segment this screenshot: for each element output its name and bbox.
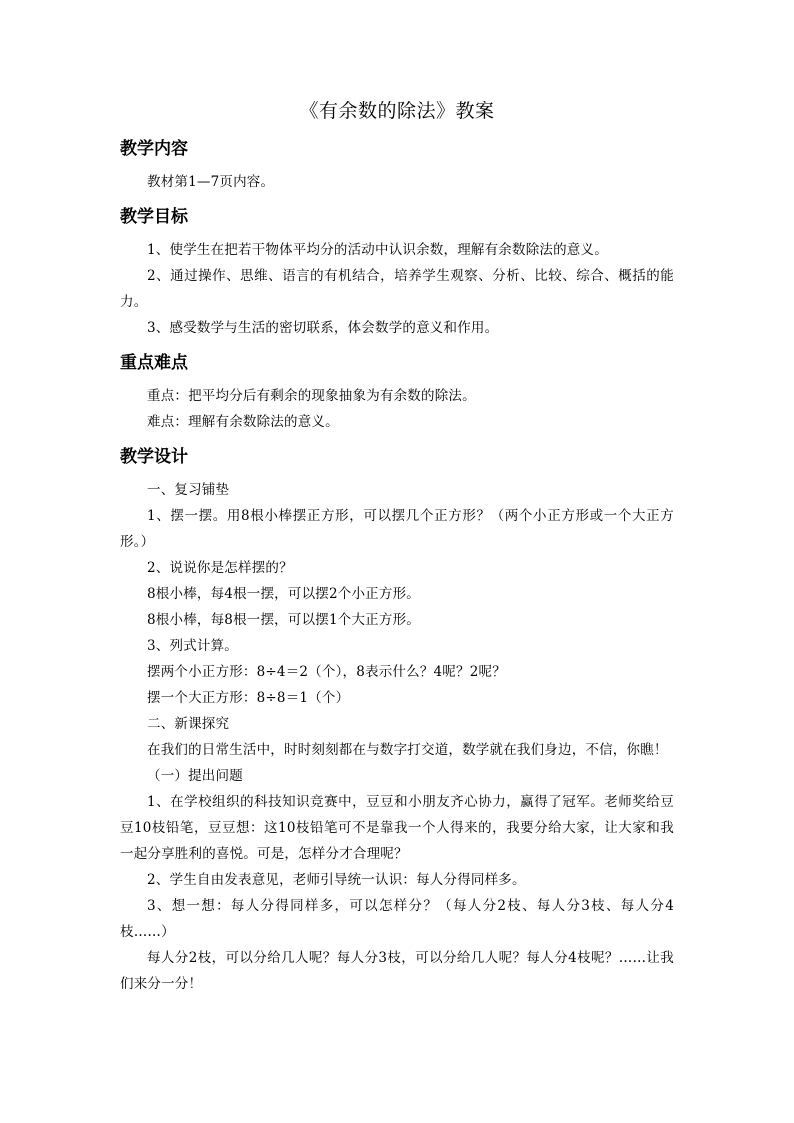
section-heading: 重点难点 <box>120 353 188 373</box>
paragraph: 二、新课探究 <box>147 716 230 732</box>
paragraph: 2、学生自由发表意见，老师引导统一认识：每人分得同样多。 <box>147 872 526 888</box>
paragraph: 摆两个小正方形：8÷4＝2（个），8表示什么？4呢？2呢？ <box>147 664 506 680</box>
section-heading: 教学目标 <box>120 207 188 227</box>
section-teaching-goals <box>120 205 674 341</box>
paragraph: 2、说说你是怎样摆的？ <box>147 560 293 576</box>
section-teaching-content <box>120 137 674 195</box>
section-heading: 教学内容 <box>120 139 188 159</box>
paragraph: 8根小棒，每8根一摆，可以摆1个大正方形。 <box>147 612 420 628</box>
section-teaching-design <box>120 445 674 997</box>
paragraph: 1、摆一摆。用8根小棒摆正方形，可以摆几个正方形？（两个小正方形或一个大正方形。） <box>120 508 674 550</box>
paragraph: 摆一个大正方形：8÷8＝1（个） <box>147 690 350 706</box>
paragraph: 1、使学生在把若干物体平均分的活动中认识余数，理解有余数除法的意义。 <box>147 242 608 258</box>
paragraph: 一、复习铺垫 <box>147 482 230 498</box>
paragraph: 3、想一想：每人分得同样多，可以怎样分？（每人分2枝、每人分3枝、每人分4枝……） <box>120 898 674 940</box>
paragraph: （一）提出问题 <box>147 768 243 784</box>
paragraph: 重点：把平均分后有剩余的现象抽象为有余数的除法。 <box>147 388 476 404</box>
paragraph: 3、感受数学与生活的密切联系，体会数学的意义和作用。 <box>147 320 499 336</box>
paragraph: 教材第1—7页内容。 <box>147 174 275 190</box>
document-title: 《有余数的除法》教案 <box>299 100 495 122</box>
paragraph: 难点：理解有余数除法的意义。 <box>147 414 339 430</box>
section-heading: 教学设计 <box>120 447 188 467</box>
paragraph: 1、在学校组织的科技知识竞赛中，豆豆和小朋友齐心协力，赢得了冠军。老师奖给豆豆10枝铅笔，豆豆想：这10枝铅笔可不是靠我一个人得来的，我要分给大家，让大家和我一起分享胜利的喜悦。可是，怎样分才合理呢？ <box>120 794 674 862</box>
paragraph: 8根小棒，每4根一摆，可以摆2个小正方形。 <box>147 586 420 602</box>
paragraph: 每人分2枝，可以分给几人呢？每人分3枝，可以分给几人呢？每人分4枝呢？……让我们来分一分！ <box>120 950 674 992</box>
section-key-points <box>120 351 674 435</box>
paragraph: 3、列式计算。 <box>147 638 238 654</box>
paragraph: 2、通过操作、思维、语言的有机结合，培养学生观察、分析、比较、综合、概括的能力。 <box>120 268 674 310</box>
paragraph: 在我们的日常生活中，时时刻刻都在与数字打交道，数学就在我们身边，不信，你瞧！ <box>147 742 668 758</box>
